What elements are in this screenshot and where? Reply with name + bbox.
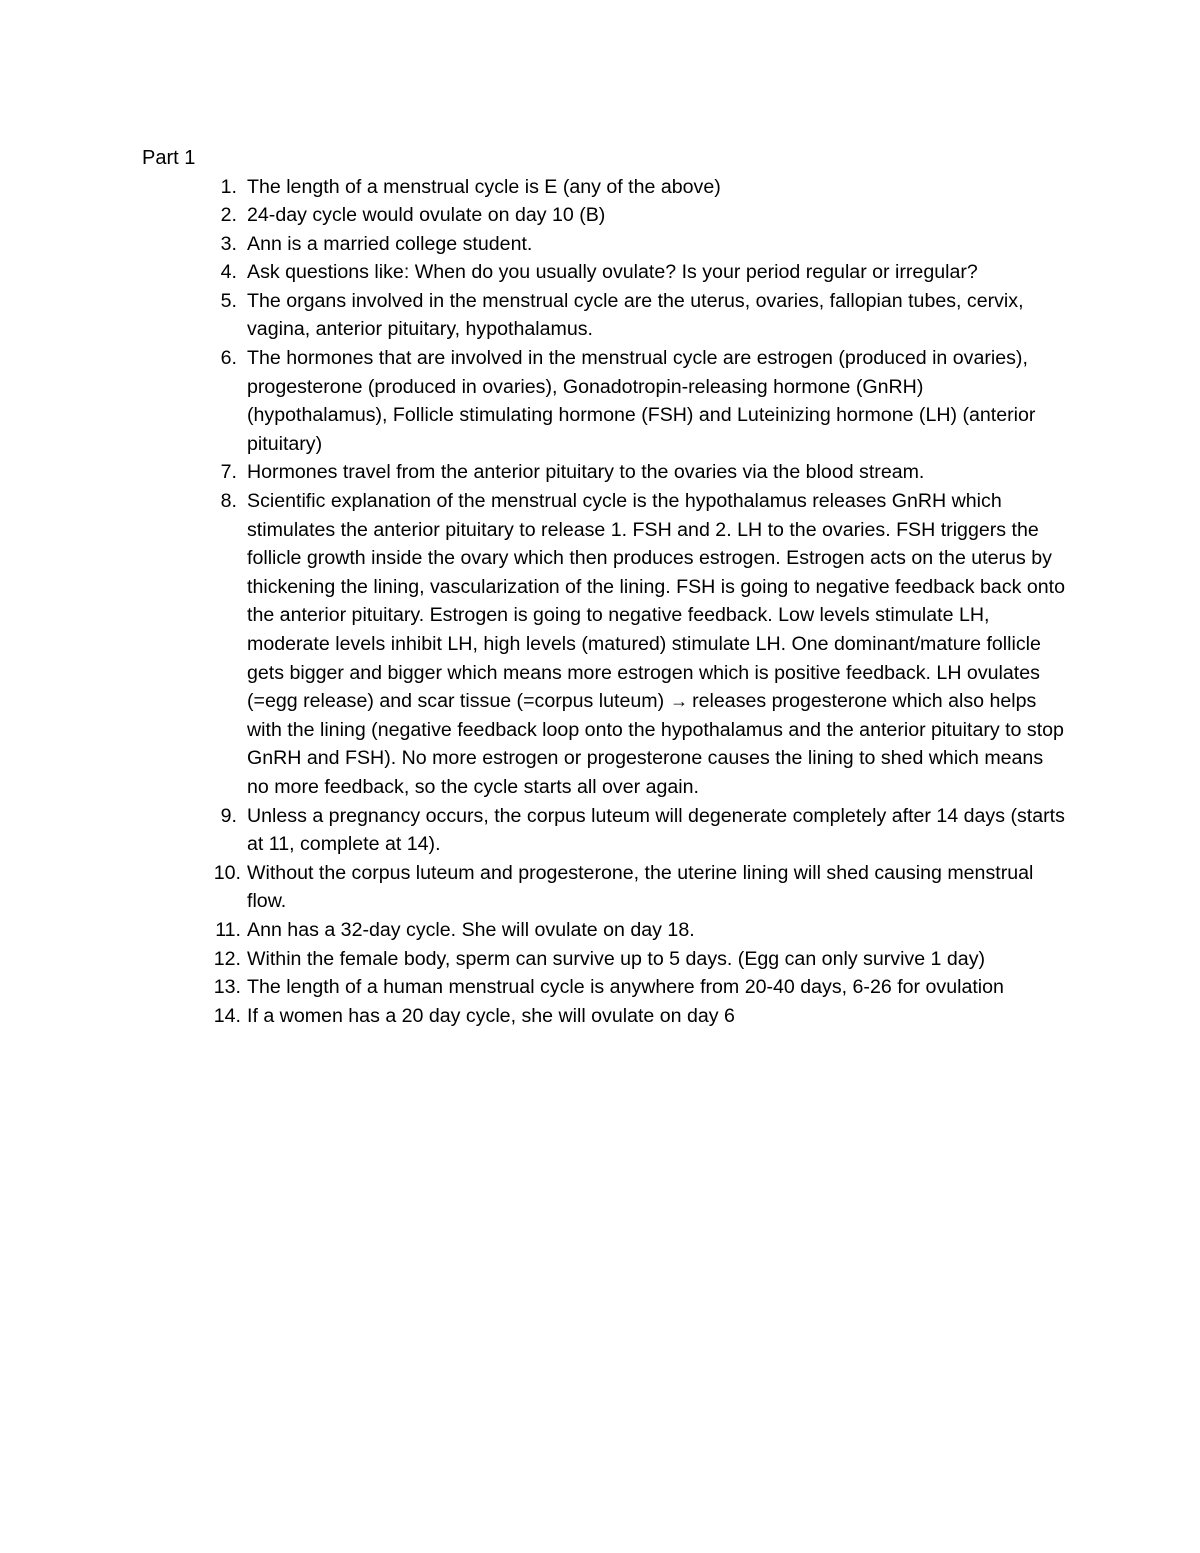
list-item-number: 6. (220, 347, 237, 370)
list-item-number: 1. (220, 175, 237, 198)
list-item (142, 859, 1067, 916)
list-item (142, 173, 1067, 202)
list-item (142, 487, 1067, 802)
list-item-text-after-arrow: releases progesterone which also helps with the lining (negative feedback loop onto the hypothalamus and the anterior pituitary to stop GnRH and FSH). No more estrogen or progesterone causes the lining to shed which means no more feedback, so the cycle starts all over again. (247, 690, 1064, 798)
list-item (142, 258, 1067, 287)
list-item (142, 458, 1067, 487)
list-item (142, 201, 1067, 230)
list-item (142, 230, 1067, 259)
list-item-text-before-arrow: Scientific explanation of the menstrual cycle is the hypothalamus releases GnRH which stimulates the anterior pituitary to release 1. FSH and 2. LH to the ovaries. FSH triggers the follicle growth inside the ovary which then produces estrogen. Estrogen acts on the uterus by thickening the lining, vascularization of the lining. FSH is going to negative feedback back onto the anterior pituitary. Estrogen is going to negative feedback. Low levels stimulate LH, moderate levels inhibit LH, high levels (matured) stimulate LH. One dominant/mature follicle gets bigger and bigger which means more estrogen which is positive feedback. LH ovulates (=egg release) and scar tissue (=corpus luteum) (247, 490, 1065, 713)
list-item-text: Ann has a 32-day cycle. She will ovulate on day 18. (247, 918, 695, 941)
page-heading: Part 1 (142, 147, 196, 169)
list-item-text: Hormones travel from the anterior pituitary to the ovaries via the blood stream. (247, 461, 925, 484)
list-item-text: The length of a human menstrual cycle is anywhere from 20-40 days, 6-26 for ovulation (247, 976, 1004, 999)
answer-list (142, 173, 1067, 1031)
list-item-number: 14. (213, 1004, 241, 1027)
list-item-number: 7. (220, 461, 237, 484)
list-item-text: The hormones that are involved in the menstrual cycle are estrogen (produced in ovaries), progesterone (produced in ovaries), Gonadotropin-releasing hormone (GnRH) (hypothalamus), Follicle stimulating hormone (FSH) and Luteinizing hormone (LH) (anterior pituitary) (247, 347, 1036, 455)
list-item-number: 12. (213, 947, 241, 970)
list-item-number: 5. (220, 289, 237, 312)
list-item-number: 11. (215, 918, 241, 941)
list-item-text: If a women has a 20 day cycle, she will ovulate on day 6 (247, 1004, 735, 1027)
right-arrow-icon: → (670, 691, 689, 712)
list-item (142, 802, 1067, 859)
list-item-number: 8. (220, 490, 237, 513)
list-item-text: Ann is a married college student. (247, 232, 533, 255)
list-item-number: 3. (220, 232, 237, 255)
list-item-text: Unless a pregnancy occurs, the corpus luteum will degenerate completely after 14 days (starts at 11, complete at 14). (247, 804, 1065, 856)
list-item (142, 916, 1067, 945)
list-item (142, 344, 1067, 458)
list-item-number: 9. (220, 804, 237, 827)
list-item (142, 1002, 1067, 1031)
list-item (142, 945, 1067, 974)
list-item-number: 13. (213, 976, 241, 999)
list-item-number: 4. (220, 261, 237, 284)
list-item-text: The length of a menstrual cycle is E (any of the above) (247, 175, 721, 198)
list-item-number: 2. (220, 204, 237, 227)
list-item (142, 973, 1067, 1002)
list-item-text: 24-day cycle would ovulate on day 10 (B) (247, 204, 606, 227)
list-item-number: 10. (213, 861, 241, 884)
list-item (142, 287, 1067, 344)
list-item-text: Ask questions like: When do you usually ovulate? Is your period regular or irregular? (247, 261, 978, 284)
list-item-text: Without the corpus luteum and progesterone, the uterine lining will shed causing menstrual flow. (247, 861, 1034, 913)
list-item-text: Within the female body, sperm can survive up to 5 days. (Egg can only survive 1 day) (247, 947, 986, 970)
list-item-text: The organs involved in the menstrual cycle are the uterus, ovaries, fallopian tubes, cervix, vagina, anterior pituitary, hypothalamus. (247, 289, 1024, 341)
